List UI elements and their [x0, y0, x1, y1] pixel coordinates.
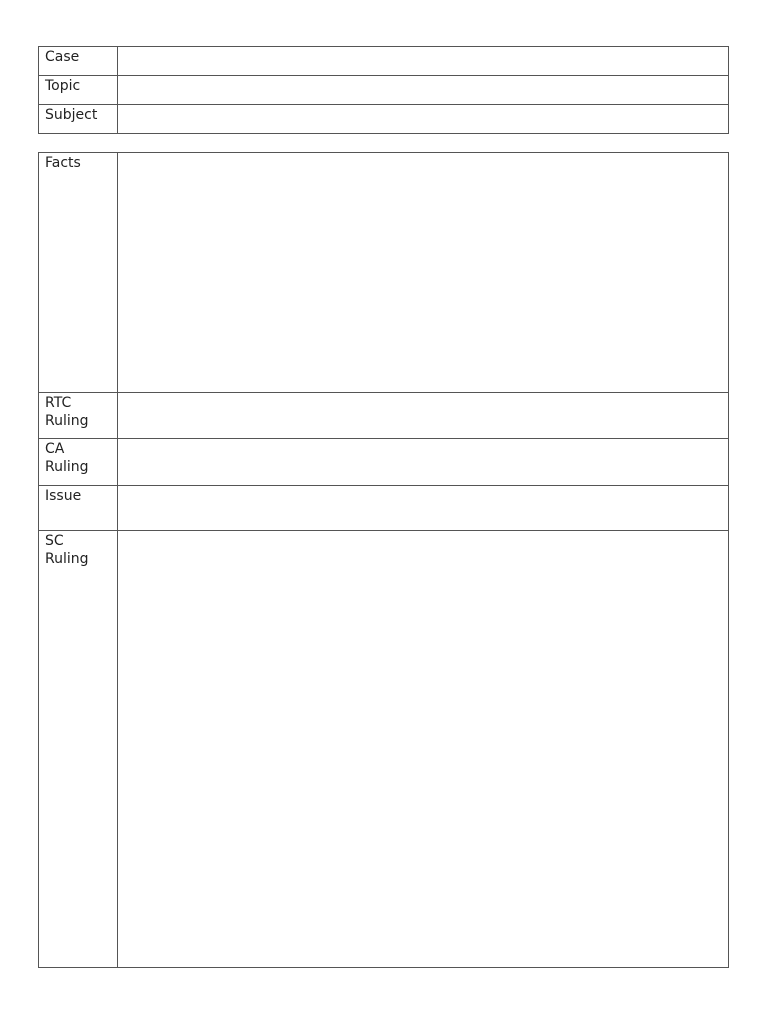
- rtc-ruling-label: RTC Ruling: [39, 393, 118, 439]
- sc-ruling-row: [39, 531, 729, 968]
- topic-row: [39, 76, 729, 105]
- issue-label: Issue: [39, 486, 118, 531]
- issue-field[interactable]: [118, 486, 729, 531]
- sc-ruling-label: SC Ruling: [39, 531, 118, 968]
- case-digest-table: [38, 152, 729, 968]
- facts-field[interactable]: [118, 153, 729, 393]
- facts-label: Facts: [39, 153, 118, 393]
- rtc-ruling-row: [39, 393, 729, 439]
- subject-label: Subject: [39, 105, 118, 134]
- issue-row: [39, 486, 729, 531]
- ca-ruling-field[interactable]: [118, 439, 729, 486]
- case-row: [39, 47, 729, 76]
- case-header-table: [38, 46, 729, 134]
- sc-ruling-field[interactable]: [118, 531, 729, 968]
- subject-row: [39, 105, 729, 134]
- facts-row: [39, 153, 729, 393]
- case-label: Case: [39, 47, 118, 76]
- rtc-ruling-field[interactable]: [118, 393, 729, 439]
- subject-field[interactable]: [118, 105, 729, 134]
- topic-label: Topic: [39, 76, 118, 105]
- ca-ruling-label: CA Ruling: [39, 439, 118, 486]
- topic-field[interactable]: [118, 76, 729, 105]
- ca-ruling-row: [39, 439, 729, 486]
- case-field[interactable]: [118, 47, 729, 76]
